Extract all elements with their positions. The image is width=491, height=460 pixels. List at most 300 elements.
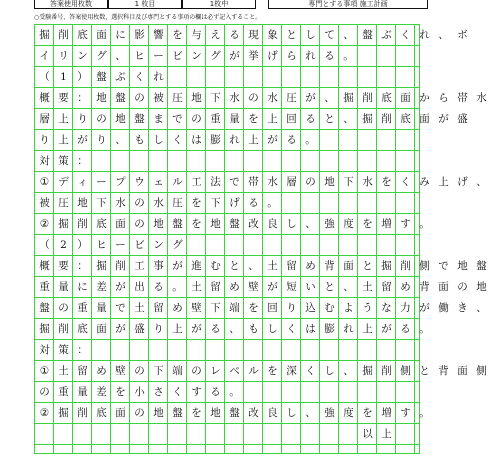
grid-char: 量 [229,113,240,125]
grid-char: 削 [381,365,392,377]
answer-line [35,172,487,193]
grid-char: 土 [134,302,145,314]
grid-char: 。 [419,218,430,230]
grid-char: （ [39,71,50,83]
grid-char: え [210,29,221,41]
grid-char: が [381,323,392,335]
grid-char: が [77,134,88,146]
grid-char: む [210,260,221,272]
grid-char: 面 [115,407,126,419]
grid-char: 圧 [286,92,297,104]
grid-char: 削 [362,92,373,104]
grid-char: を [362,218,373,230]
grid-char: 削 [58,323,69,335]
grid-char: リ [58,50,69,62]
grid-char: 下 [210,302,221,314]
grid-char: 留 [286,260,297,272]
answer-line [35,277,487,298]
grid-char: り [153,323,164,335]
grid-char: ら [438,92,449,104]
grid-char: が [438,113,449,125]
grid-char: ビ [172,50,183,62]
grid-char: が [305,92,316,104]
grid-char: め [305,260,316,272]
grid-char: げ [267,50,278,62]
grid-char: く [172,386,183,398]
answer-line [35,340,421,361]
grid-char: る [210,386,221,398]
grid-char: 地 [210,218,221,230]
grid-char: 差 [96,386,107,398]
grid-char: 地 [153,218,164,230]
grid-char: 、 [438,29,449,41]
grid-char: 層 [39,113,50,125]
grid-char: と [229,260,240,272]
grid-char: ② [39,218,50,230]
grid-char: 度 [343,407,354,419]
grid-char: り [286,302,297,314]
grid-char: 盤 [229,407,240,419]
grid-char: 盤 [39,302,50,314]
grid-char: な [381,302,392,314]
answer-grid [34,24,487,454]
grid-char: 盤 [134,113,145,125]
grid-char: 帯 [457,92,468,104]
grid-char: を [248,113,259,125]
grid-char: の [134,92,145,104]
answer-line [35,298,487,319]
grid-char: 込 [305,302,316,314]
grid-char: 面 [115,218,126,230]
grid-char: 圧 [172,197,183,209]
grid-char: 以 [362,428,373,440]
grid-char: ぶ [381,29,392,41]
grid-char: 、 [115,50,126,62]
grid-char: 地 [210,407,221,419]
grid-char: ヒ [134,50,145,62]
answer-line [35,424,421,445]
grid-char: で [172,113,183,125]
grid-char: 地 [324,176,335,188]
grid-char: が [191,323,202,335]
grid-char: 壁 [115,365,126,377]
grid-char: の [248,92,259,104]
grid-char: も [134,134,145,146]
grid-char: を [381,176,392,188]
grid-char: に [115,29,126,41]
header-sheet-total: 1枚中 [182,0,256,9]
grid-char: 背 [438,365,449,377]
answer-line [35,256,487,277]
grid-char: 膨 [324,323,335,335]
answer-line [35,193,421,214]
grid-char: る [324,50,335,62]
answer-line [35,214,430,235]
grid-char: 上 [58,113,69,125]
grid-char: 土 [267,260,278,272]
grid-char: 。 [172,281,183,293]
grid-char: 。 [343,50,354,62]
grid-char: れ [305,50,316,62]
grid-char: は [191,134,202,146]
grid-char: 壁 [191,302,202,314]
grid-char: れ [153,71,164,83]
grid-char: グ [210,50,221,62]
grid-char: 留 [153,302,164,314]
grid-char: が [172,260,183,272]
grid-char: 面 [438,281,449,293]
grid-char: の [134,407,145,419]
grid-char: レ [210,365,221,377]
grid-char: を [267,365,278,377]
grid-char: め [172,302,183,314]
grid-char: 水 [267,176,278,188]
grid-char: 地 [476,281,487,293]
grid-char: で [229,176,240,188]
grid-char: す [400,218,411,230]
grid-char: の [39,386,50,398]
grid-char: 底 [96,218,107,230]
grid-char: し [153,134,164,146]
grid-char: で [115,302,126,314]
grid-char: ら [286,50,297,62]
grid-char: ： [77,260,88,272]
grid-char: 良 [267,407,278,419]
grid-char: を [248,302,259,314]
grid-char: 強 [324,218,335,230]
grid-char: げ [229,197,240,209]
grid-char: 、 [305,407,316,419]
answer-line [35,130,421,151]
grid-char: 要 [58,92,69,104]
grid-char: が [267,134,278,146]
grid-char: る [400,323,411,335]
grid-char: 留 [210,281,221,293]
grid-char: を [115,386,126,398]
grid-char: 、 [115,134,126,146]
grid-char: 力 [400,302,411,314]
grid-char: 削 [381,113,392,125]
grid-char: 。 [267,197,278,209]
grid-char: る [286,134,297,146]
grid-char: 地 [457,260,468,272]
grid-char: 掘 [362,113,373,125]
grid-char: （ [39,239,50,251]
grid-char: 量 [96,302,107,314]
grid-char: 掘 [58,407,69,419]
grid-char: 端 [229,302,240,314]
grid-char: り [39,134,50,146]
grid-char: 下 [96,197,107,209]
grid-char: 水 [153,197,164,209]
grid-char: し [286,407,297,419]
grid-char: 層 [286,176,297,188]
grid-char: ン [153,239,164,251]
grid-char: る [229,29,240,41]
grid-char: す [191,386,202,398]
grid-char: ： [77,92,88,104]
grid-char: 、 [476,302,487,314]
grid-char: 量 [77,386,88,398]
grid-char: が [115,323,126,335]
grid-char: 側 [476,365,487,377]
grid-char: 盤 [172,407,183,419]
grid-char: 、 [343,29,354,41]
grid-char: 水 [476,92,487,104]
grid-char: ： [77,155,88,167]
grid-char: ン [191,50,202,62]
grid-char: 土 [362,281,373,293]
grid-char: ウ [134,176,145,188]
grid-char: 回 [267,302,278,314]
grid-char: 上 [248,134,259,146]
grid-char: 。 [229,386,240,398]
grid-char: 盛 [134,323,145,335]
grid-char: 、 [343,113,354,125]
grid-char: ル [248,365,259,377]
grid-char: 壁 [248,281,259,293]
grid-char: 掘 [381,260,392,272]
grid-char: 重 [39,281,50,293]
answer-line [35,25,468,46]
grid-char: を [191,407,202,419]
grid-char: イ [39,50,50,62]
grid-char: 現 [248,29,259,41]
grid-char: 水 [115,197,126,209]
grid-char: 削 [58,29,69,41]
grid-char: は [305,323,316,335]
grid-char: 面 [419,113,430,125]
grid-char: げ [457,176,468,188]
grid-char: と [286,29,297,41]
grid-char: ー [96,176,107,188]
grid-char: ヒ [96,239,107,251]
grid-char: 面 [96,29,107,41]
grid-char: 出 [134,281,145,293]
grid-char: 概 [39,92,50,104]
grid-char: 掘 [362,365,373,377]
grid-char: を [191,218,202,230]
grid-char: を [172,29,183,41]
grid-char: 底 [77,29,88,41]
grid-char: む [324,302,335,314]
grid-char: 概 [39,260,50,272]
grid-char: の [96,113,107,125]
grid-char: 良 [267,218,278,230]
grid-char: ま [153,113,164,125]
grid-char: の [457,281,468,293]
answer-line [35,235,421,256]
grid-char: さ [153,386,164,398]
grid-char: 地 [191,92,202,104]
grid-char: ビ [134,239,145,251]
grid-char: プ [115,176,126,188]
grid-char: れ [229,134,240,146]
grid-char: 側 [419,260,430,272]
grid-char: の [134,218,145,230]
grid-char: ： [77,344,88,356]
grid-char: 、 [343,365,354,377]
grid-char: 、 [343,281,354,293]
grid-char: が [229,50,240,62]
grid-char: 上 [267,113,278,125]
grid-char: る [305,113,316,125]
grid-char: 上 [172,323,183,335]
grid-char: グ [96,50,107,62]
grid-char: で [438,260,449,272]
grid-char: い [305,281,316,293]
header-sheets-label: 答案使用枚数 [34,0,108,9]
grid-char: ① [39,365,50,377]
grid-char: 面 [343,260,354,272]
grid-char: り [77,113,88,125]
grid-char: 、 [248,260,259,272]
grid-char: し [305,29,316,41]
answer-line [35,46,421,67]
grid-char: 水 [267,92,278,104]
instruction-note: ○受験番号，答案使用枚数，選択科目及び専門とする事項の欄は必ず記入すること。 [34,14,262,21]
grid-char: 盛 [457,113,468,125]
grid-char: 増 [381,407,392,419]
grid-char: る [153,281,164,293]
grid-char: 下 [210,92,221,104]
grid-char: ぶ [115,71,126,83]
grid-char: う [362,302,373,314]
grid-char: ー [153,50,164,62]
grid-char: 被 [153,92,164,104]
grid-char: 圧 [58,197,69,209]
grid-char: 短 [286,281,297,293]
grid-char: が [419,302,430,314]
grid-char: 与 [191,29,202,41]
grid-char: 土 [191,281,202,293]
grid-char: 被 [39,197,50,209]
grid-char: が [267,281,278,293]
grid-char: 面 [400,92,411,104]
grid-char: く [172,134,183,146]
grid-char: く [400,176,411,188]
grid-char: 上 [438,176,449,188]
grid-char: 深 [286,365,297,377]
grid-char: 盤 [362,29,373,41]
answer-line [35,151,421,172]
grid-char: ボ [457,29,468,41]
grid-char: 削 [400,260,411,272]
grid-char: ィ [77,176,88,188]
grid-char: グ [172,239,183,251]
grid-char: 増 [381,218,392,230]
grid-char: 地 [115,113,126,125]
grid-char: ル [172,176,183,188]
grid-char: 働 [438,302,449,314]
grid-char: 進 [191,260,202,272]
grid-char: 改 [248,218,259,230]
grid-char: 影 [134,29,145,41]
grid-char: 対 [39,344,50,356]
grid-char: 地 [96,92,107,104]
grid-char: く [134,71,145,83]
grid-char: 重 [210,113,221,125]
grid-char: し [286,218,297,230]
grid-char: く [286,323,297,335]
grid-char: 挙 [248,50,259,62]
grid-char: 上 [381,428,392,440]
grid-char: 底 [77,323,88,335]
grid-char: ① [39,176,50,188]
grid-char: ン [77,50,88,62]
grid-char: め [96,365,107,377]
grid-char: の [134,197,145,209]
grid-char: め [229,281,240,293]
grid-char: 。 [419,407,430,419]
grid-char: 盤 [115,92,126,104]
grid-char: に [77,281,88,293]
grid-char: の [191,365,202,377]
grid-char: よ [343,302,354,314]
grid-char: ェ [153,176,164,188]
grid-char: 小 [134,386,145,398]
grid-char: 掘 [39,323,50,335]
grid-char: 下 [210,197,221,209]
answer-line [35,88,487,109]
grid-char: の [134,365,145,377]
grid-char: の [191,113,202,125]
grid-char: と [324,113,335,125]
grid-char: 削 [115,260,126,272]
grid-char: 回 [286,113,297,125]
grid-char: 掘 [39,29,50,41]
grid-char: 地 [153,407,164,419]
grid-char: 膨 [210,134,221,146]
grid-char: か [419,92,430,104]
grid-char: れ [343,323,354,335]
grid-char: 策 [58,155,69,167]
grid-char: 盤 [172,218,183,230]
grid-char: 象 [267,29,278,41]
grid-char: を [191,197,202,209]
grid-char: 盤 [96,71,107,83]
grid-char: 掘 [343,92,354,104]
grid-char: 側 [400,365,411,377]
grid-char: 土 [58,365,69,377]
grid-char: の [58,302,69,314]
grid-char: れ [419,29,430,41]
grid-char: て [324,29,335,41]
grid-char: 重 [77,302,88,314]
grid-char: 対 [39,155,50,167]
grid-char: 帯 [248,176,259,188]
grid-char: も [248,323,259,335]
grid-char: デ [58,176,69,188]
answer-line [35,319,430,340]
grid-char: が [115,281,126,293]
grid-char: 法 [210,176,221,188]
grid-char: 水 [362,176,373,188]
grid-char: 、 [476,176,487,188]
header-subject: 専門とする事項 施工計画 [268,0,428,9]
grid-char: 2 [60,239,67,251]
grid-char: 下 [153,365,164,377]
grid-char: 背 [419,281,430,293]
grid-char: 面 [457,365,468,377]
grid-char: し [324,365,335,377]
grid-char: 上 [362,323,373,335]
grid-char: と [419,365,430,377]
grid-char: 上 [58,134,69,146]
grid-char: 強 [324,407,335,419]
grid-char: め [400,281,411,293]
grid-char: 要 [58,260,69,272]
